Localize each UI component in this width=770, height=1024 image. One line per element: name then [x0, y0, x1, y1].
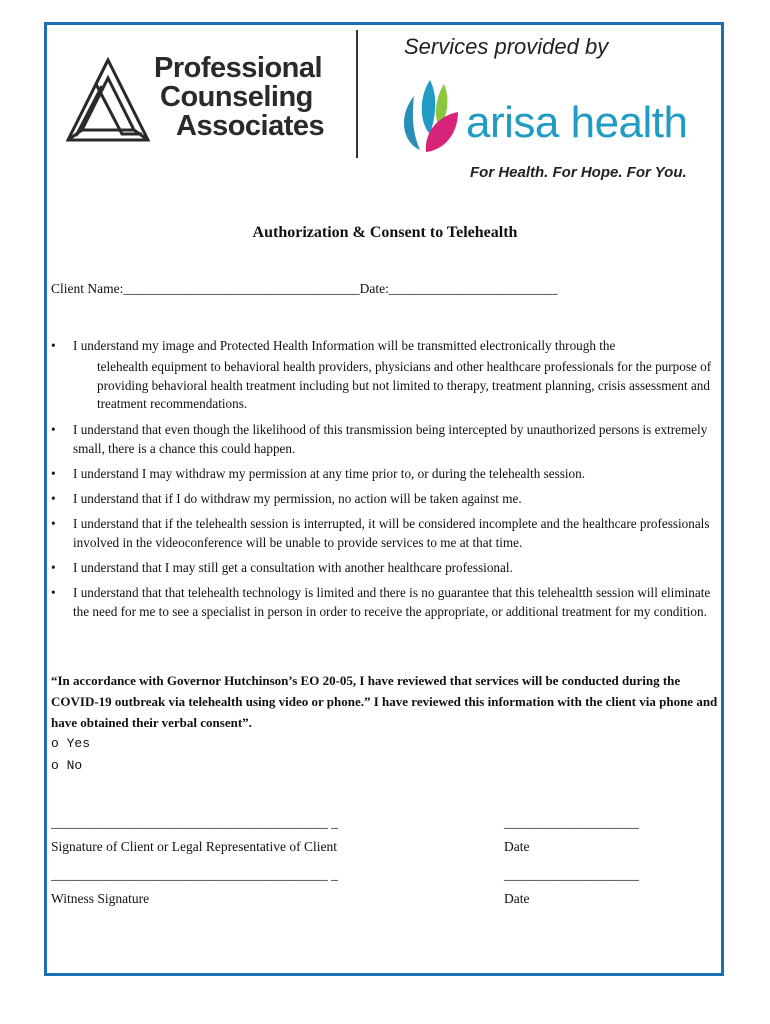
list-item — [51, 514, 723, 552]
pca-logo — [66, 52, 326, 152]
impossible-triangle-icon — [66, 56, 150, 152]
bullet-icon: • — [51, 515, 56, 531]
client-signature-label: Signature of Client or Legal Representative of Client — [51, 839, 338, 854]
witness-date-line: ____________________ — [504, 867, 639, 882]
witness-signature-line: _________________________________________ _ — [51, 867, 338, 882]
list-item — [51, 558, 723, 577]
bullet-icon: • — [51, 421, 56, 437]
arisa-health-logo-text: arisa health — [466, 98, 688, 147]
list-item-text: I understand that if I do withdraw my permission, no action will be taken against me. — [73, 490, 522, 506]
services-provided-text: Services provided by — [404, 34, 609, 59]
list-item — [51, 336, 723, 414]
pca-logo-line: Professional — [154, 52, 323, 84]
list-item-text: I understand my image and Protected Health Information will be transmitted electronically through the — [73, 338, 616, 353]
list-item-text: telehealth equipment to behavioral health providers, physicians and other healthcare professionals for the purpose of providing behavioral health treatment including but not limited to therapy, treatment planning, crisis assessment and treatment recommendations. — [97, 359, 712, 411]
consent-options — [51, 733, 90, 777]
tagline: For Health. For Hope. For You. — [470, 164, 687, 181]
witness-date-label: Date — [504, 891, 530, 906]
list-item — [51, 464, 723, 483]
list-item-text: I understand that I may still get a consultation with another healthcare professional. — [73, 559, 513, 575]
bullet-icon: • — [51, 559, 56, 575]
pca-logo-text — [154, 54, 324, 141]
list-item-text: I understand I may withdraw my permission at any time prior to, or during the telehealth session. — [73, 465, 586, 481]
list-item — [51, 583, 723, 621]
client-date-label: Date — [504, 839, 530, 854]
option-yes[interactable]: o Yes — [51, 736, 91, 751]
bullet-icon: • — [51, 338, 56, 353]
list-item-text: I understand that even though the likelihood of this transmission being intercepted by unauthorized persons is extremely small, there is a chance this could happen. — [73, 421, 708, 456]
client-signature-line: _________________________________________ _ — [51, 815, 338, 830]
list-item — [51, 489, 723, 508]
bullet-icon: • — [51, 465, 56, 481]
governor-statement: “In accordance with Governor Hutchinson’s EO 20-05, I have reviewed that services will be conducted during the COVID-19 outbreak via telehealth using video or phone.” I have reviewed this information with the client via phone and have obtained their verbal consent”. — [51, 673, 718, 730]
bullet-icon: • — [51, 490, 56, 506]
list-item-text: I understand that if the telehealth session is interrupted, it will be considered incomplete and the healthcare professionals involved in the videoconference will be unable to provide services to me at that time. — [73, 515, 710, 550]
client-date-line: ____________________ — [504, 815, 639, 830]
pca-logo-line: Associates — [176, 110, 325, 142]
witness-signature-label: Witness Signature — [51, 891, 150, 906]
consent-list — [51, 336, 723, 627]
option-no[interactable]: o No — [51, 758, 83, 773]
list-item-text: I understand that that telehealth technology is limited and there is no guarantee that this telehealtth session will eliminate the need for me to see a specialist in person in order to receive the appropriate, or additional treatment for my condition. — [73, 584, 711, 619]
arisa-flower-icon — [400, 76, 462, 156]
pca-logo-line: Counseling — [160, 81, 313, 113]
client-name-date-line: Client Name:___________________________________Date:_________________________ — [51, 281, 558, 296]
bullet-icon: • — [51, 584, 56, 600]
header-divider — [356, 30, 358, 158]
document-title: Authorization & Consent to Telehealth — [252, 224, 518, 241]
list-item — [51, 420, 723, 458]
